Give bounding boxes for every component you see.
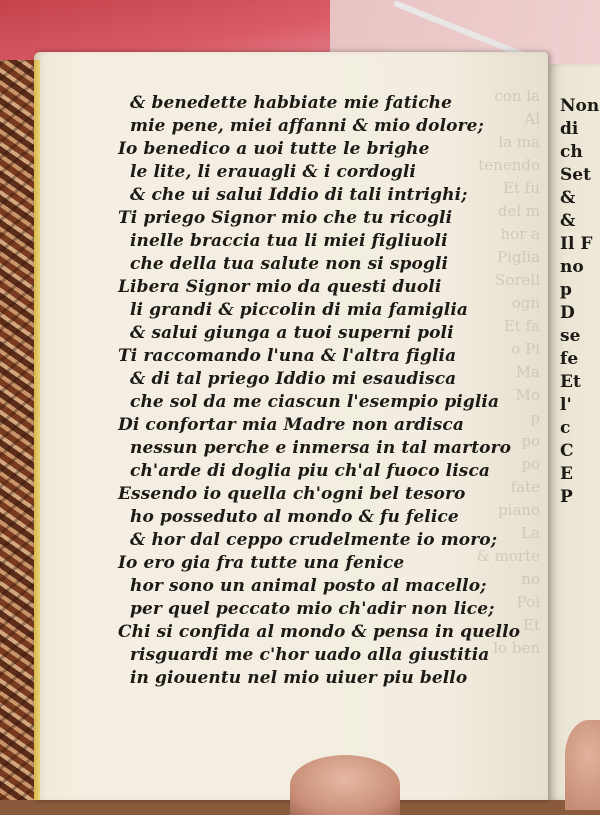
poem-line: & che ui salui Iddio di tali intrighi; <box>130 185 468 205</box>
poem-line: & hor dal ceppo crudelmente io moro; <box>130 530 498 550</box>
poem-line: & salui giunga a tuoi superni poli <box>130 323 454 343</box>
show-through-line: ogn <box>511 294 540 312</box>
poem-line: risguardi me c'hor uado alla giustitia <box>130 645 490 665</box>
facing-line: Il F <box>560 234 593 254</box>
show-through-line: po <box>521 432 540 450</box>
poem-line: ho posseduto al mondo & fu felice <box>130 507 459 527</box>
show-through-line: tenendo <box>478 156 540 174</box>
poem-line: Chi si confida al mondo & pensa in quello <box>118 622 521 642</box>
poem-line: Essendo io quella ch'ogni bel tesoro <box>118 484 466 504</box>
facing-line: Et <box>560 372 581 392</box>
facing-line: & <box>560 188 576 208</box>
facing-line: se <box>560 326 581 346</box>
poem-line: che sol da me ciascun l'esempio piglia <box>130 392 500 412</box>
show-through-line: Ma <box>515 363 540 381</box>
show-through-line: Al <box>524 110 540 128</box>
poem-line: hor sono un animal posto al macello; <box>130 576 487 596</box>
poem-line: in giouentu nel mio uiuer piu bello <box>130 668 468 688</box>
gilt-page-edge <box>34 60 40 800</box>
poem-line: inelle braccia tua li miei figliuoli <box>130 231 448 251</box>
poem-line: Io benedico a uoi tutte le brighe <box>118 139 430 159</box>
facing-line: ch <box>560 142 583 162</box>
show-through-line: Mo <box>515 386 540 404</box>
poem-line: & benedette habbiate mie fatiche <box>130 93 453 113</box>
facing-line: di <box>560 119 579 139</box>
facing-line: P <box>560 487 573 507</box>
show-through-line: Et fu <box>503 179 540 197</box>
poem-line: che della tua salute non si spogli <box>130 254 449 274</box>
poem-line: ch'arde di doglia piu ch'al fuoco lisca <box>130 461 491 481</box>
facing-line: D <box>560 303 575 323</box>
poem-line: Libera Signor mio da questi duoli <box>118 277 442 297</box>
facing-line: p <box>560 280 572 300</box>
poem-line: Ti priego Signor mio che tu ricogli <box>118 208 453 228</box>
show-through-line: p <box>530 409 540 427</box>
facing-line: E <box>560 464 573 484</box>
finger <box>565 720 600 810</box>
show-through-line: hor a <box>500 225 540 243</box>
facing-page-text <box>560 95 600 509</box>
poem-line: li grandi & piccolin di mia famiglia <box>130 300 468 320</box>
poem-line: Io ero gia fra tutte una fenice <box>118 553 405 573</box>
facing-line: l' <box>560 395 572 415</box>
poem-line: Di confortar mia Madre non ardisca <box>118 415 464 435</box>
facing-line: C <box>560 441 574 461</box>
show-through-line: lo ben <box>493 639 540 657</box>
show-through-line: no <box>521 570 540 588</box>
facing-line: & <box>560 211 576 231</box>
show-through-line: Piglia <box>496 248 540 266</box>
poem-line: per quel peccato mio ch'adir non lice; <box>130 599 495 619</box>
poem-line: & di tal priego Iddio mi esaudisca <box>130 369 457 389</box>
facing-line: Non <box>560 96 600 116</box>
show-through-line: po <box>521 455 540 473</box>
poem-line: mie pene, miei affanni & mio dolore; <box>130 116 484 136</box>
poem-line: le lite, li erauagli & i cordogli <box>130 162 416 182</box>
show-through-line: fate <box>510 478 540 496</box>
show-through-line: Sorell <box>495 271 540 289</box>
poem-line: Ti raccomando l'una & l'altra figlia <box>118 346 457 366</box>
show-through-line: Et <box>523 616 540 634</box>
facing-line: Set <box>560 165 591 185</box>
show-through-line: La <box>521 524 540 542</box>
show-through-line: piano <box>497 501 540 519</box>
show-through-line: con la <box>494 87 540 105</box>
facing-line: c <box>560 418 571 438</box>
show-through-line: Poi <box>516 593 540 611</box>
facing-line: fe <box>560 349 579 369</box>
show-through-line: & morte <box>476 547 540 565</box>
thumb <box>290 755 400 815</box>
show-through-line: la ma <box>498 133 540 151</box>
show-through-line: o Pi <box>511 340 540 358</box>
show-through-line: Et fa <box>503 317 540 335</box>
poem-line: nessun perche e inmersa in tal martoro <box>130 438 512 458</box>
show-through-line: del m <box>497 202 540 220</box>
facing-line: no <box>560 257 584 277</box>
